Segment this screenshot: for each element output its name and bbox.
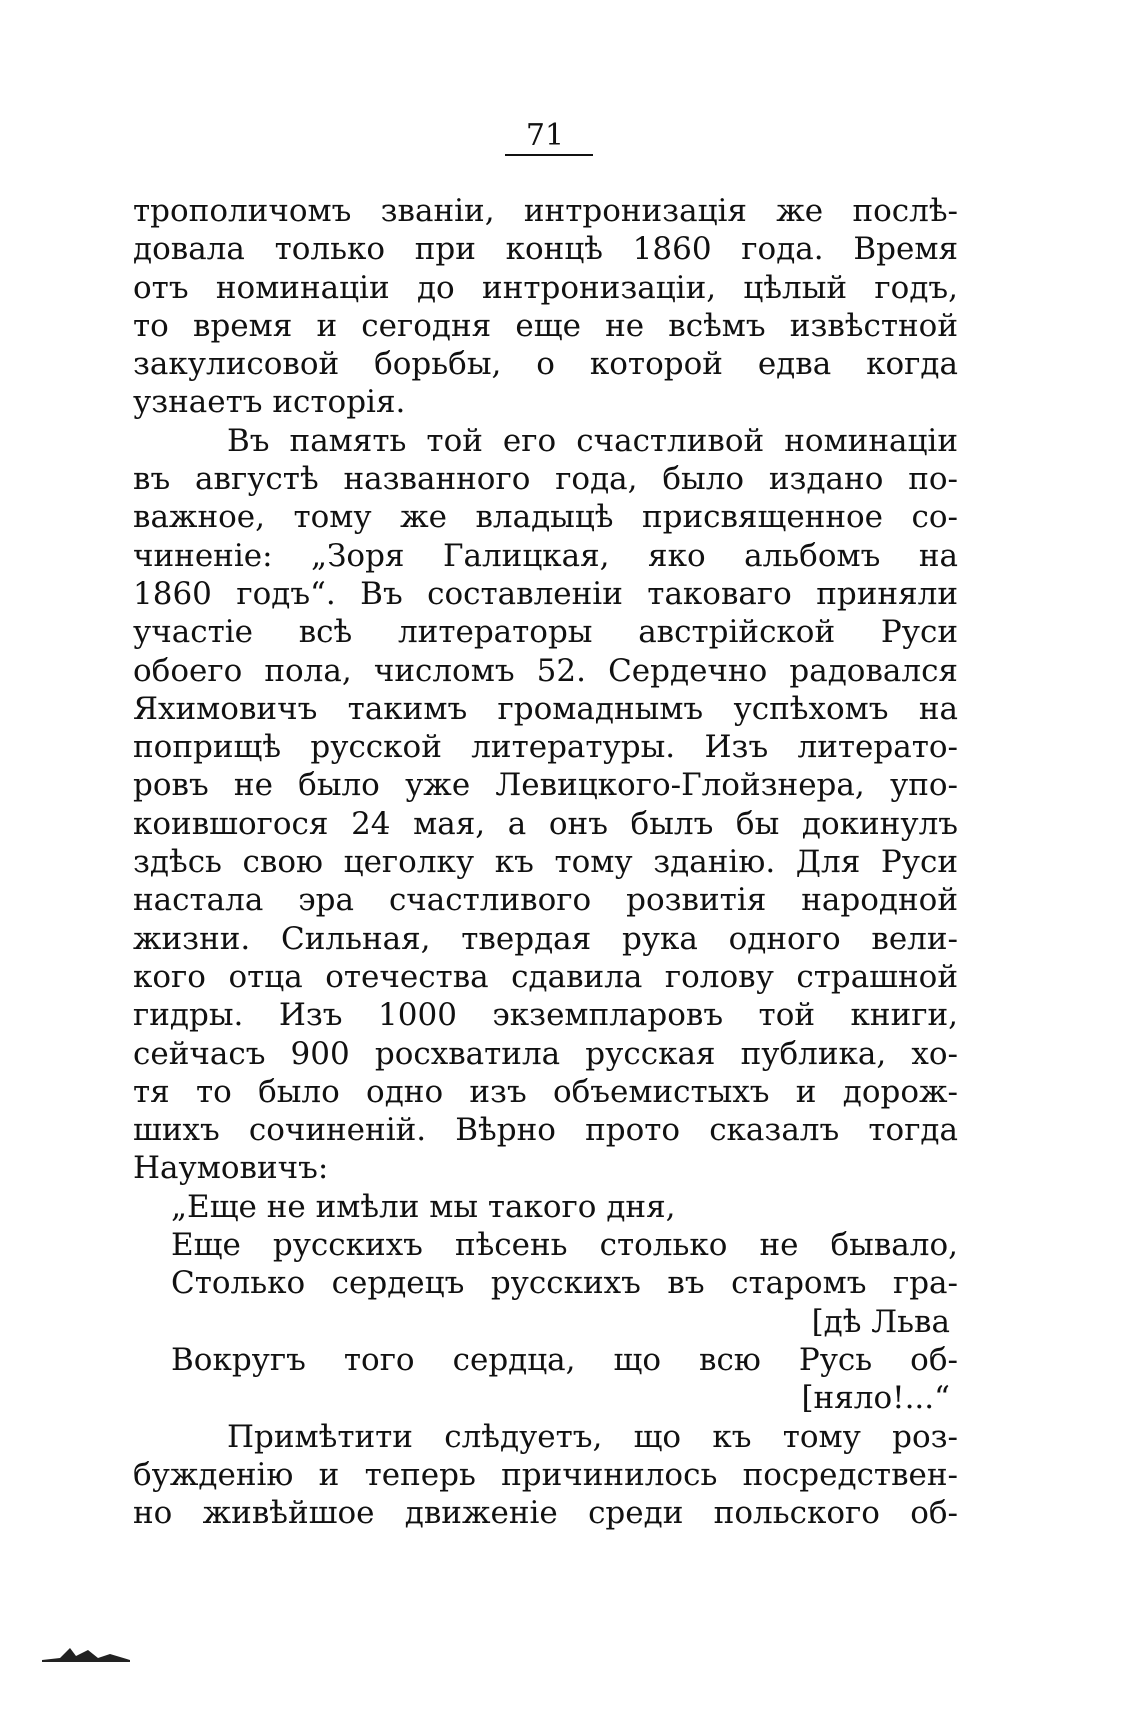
text-line: жизни. Сильная, твердая рука одного вели- xyxy=(133,920,958,957)
text-line: но живѣйшое движеніе среди польского об- xyxy=(133,1495,958,1532)
text-line: тя то было одно изъ объемистыхъ и дорож- xyxy=(133,1073,958,1110)
text-line: Въ память той его счастливой номинаціи xyxy=(227,422,958,459)
page-number: 71 xyxy=(525,118,565,153)
text-line: сейчасъ 900 росхватила русская публика, хо- xyxy=(133,1035,958,1072)
text-line: гидры. Изъ 1000 экземпларовъ той книги, xyxy=(133,997,958,1034)
text-line: шихъ сочиненій. Вѣрно прото сказалъ тогда xyxy=(133,1112,958,1149)
page-text xyxy=(133,192,958,1532)
verse-line-continuation: [дѣ Льва xyxy=(811,1303,950,1340)
text-line: настала эра счастливого розвитія народной xyxy=(133,882,958,919)
paragraph-2 xyxy=(133,422,958,1188)
paragraph-3 xyxy=(133,1418,958,1533)
text-line: то время и сегодня еще не всѣмъ извѣстной xyxy=(133,307,958,344)
text-line: чиненіе: „Зоря Галицкая, яко альбомъ на xyxy=(133,537,958,574)
verse-line: Столько сердецъ русскихъ въ старомъ гра- xyxy=(171,1265,958,1302)
text-line: трополичомъ званіи, интронизація же послѣ- xyxy=(133,193,958,229)
page-number-rule xyxy=(505,154,593,156)
paragraph-1 xyxy=(133,192,958,422)
text-line: ровъ не было уже Левицкого-Глойзнера, упо- xyxy=(133,767,958,804)
text-line: въ августѣ названного года, было издано по- xyxy=(133,461,958,498)
text-line: закулисовой борьбы, о которой едва когда xyxy=(133,346,958,383)
text-line: обоего пола, числомъ 52. Сердечно радовался xyxy=(133,652,958,689)
text-line: 1860 годъ“. Въ составленіи таковаго приняли xyxy=(133,575,958,612)
verse-line: „Еще не имѣли мы такого дня, xyxy=(171,1188,676,1225)
text-line: довала только при концѣ 1860 года. Время xyxy=(133,231,958,268)
text-line: здѣсь свою цеголку къ тому зданію. Для Руси xyxy=(133,844,958,881)
text-line: поприщѣ русской литературы. Изъ литерато- xyxy=(133,729,958,766)
verse-line: Вокругъ того сердца, що всю Русь об- xyxy=(171,1341,958,1378)
text-line: коившогося 24 мая, а онъ былъ бы докинулъ xyxy=(133,805,958,842)
text-line: кого отца отечества сдавила голову страшной xyxy=(133,958,958,995)
scan-smudge-mark xyxy=(42,1648,130,1662)
scan-smudge xyxy=(40,1640,132,1662)
text-line: отъ номинаціи до интронизаціи, цѣлый годъ, xyxy=(133,269,958,306)
text-line: бужденію и теперь причинилось посредствен- xyxy=(133,1456,958,1493)
text-line: узнаетъ исторія. xyxy=(133,384,406,421)
verse-quote xyxy=(133,1188,958,1418)
text-line: важное, тому же владыцѣ присвященное со- xyxy=(133,499,958,536)
text-line: участіе всѣ литераторы австрійской Руси xyxy=(133,614,958,651)
text-line: Яхимовичъ такимъ громаднымъ успѣхомъ на xyxy=(133,690,958,727)
text-line: Примѣтити слѣдуетъ, що къ тому роз- xyxy=(227,1418,958,1455)
verse-line: Еще русскихъ пѣсень столько не бывало, xyxy=(171,1227,958,1264)
verse-line-continuation: [няло!...“ xyxy=(801,1380,950,1417)
text-line: Наумовичъ: xyxy=(133,1150,329,1187)
